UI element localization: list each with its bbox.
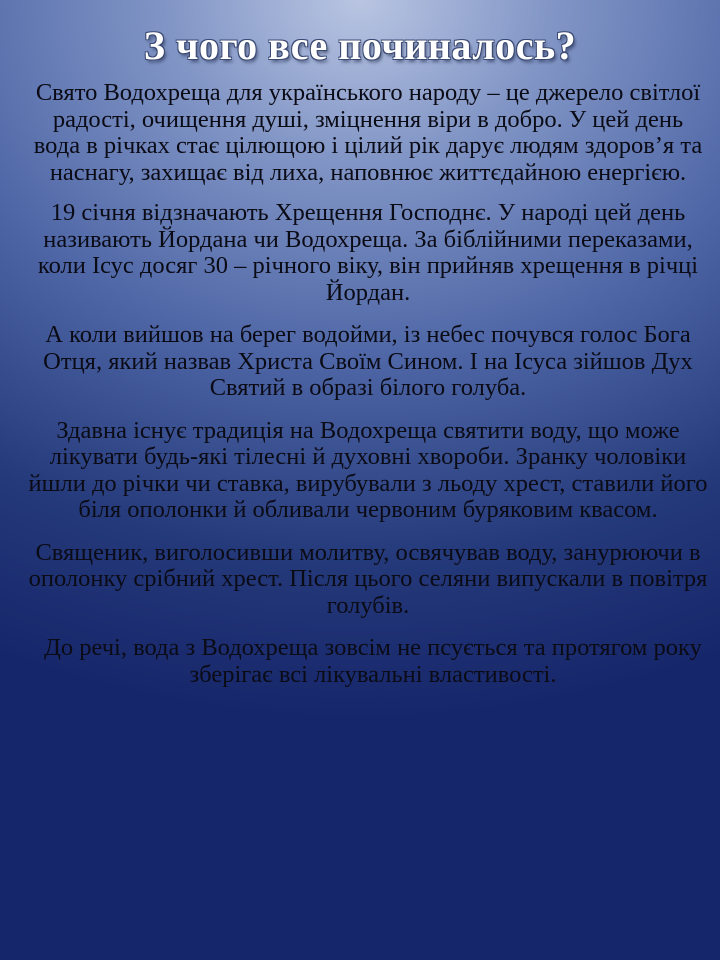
paragraph-3: А коли вийшов на берег водойми, із небес почувся голос Бога Отця, який назвав Христа Своїм Сином. І на Ісуса зійшов Дух Святий в образі білого голуба. bbox=[43, 321, 693, 401]
paragraph-1: Свято Водохреща для українського народу – це джерело світлої радості, очищення душі, зміцнення віри в добро. У цей день вода в річках стає цілющою і цілий рік дарує людям здоров’я та наснагу, захищає від лиха, наповнює життєдайною енергією. bbox=[33, 79, 703, 186]
paragraph-6: До речі, вода з Водохреща зовсім не псується та протягом року зберігає всі лікувальні властивості. bbox=[44, 634, 702, 688]
slide-title: З чого все починалось? bbox=[143, 23, 577, 68]
slide-body bbox=[28, 80, 708, 704]
paragraph-2: 19 січня відзначають Хрещення Господнє. У народі цей день називають Йордана чи Водохреща. За біблійними переказами, коли Ісус досяг 30 – річного віку, він прийняв хрещення в річці Йордан. bbox=[37, 199, 699, 306]
paragraph-4: Здавна існує традиція на Водохреща святити воду, що може лікувати будь-які тілесні й духовні хвороби. Зранку чоловіки йшли до річки чи ставка, вирубували з льоду хрест, ставили його біля ополонки й обливали червоним буряковим квасом. bbox=[28, 416, 708, 523]
paragraph-5: Священик, виголосивши молитву, освячував воду, занурюючи в ополонку срібний хрест. Після цього селяни випускали в повітря голубів. bbox=[28, 538, 708, 619]
